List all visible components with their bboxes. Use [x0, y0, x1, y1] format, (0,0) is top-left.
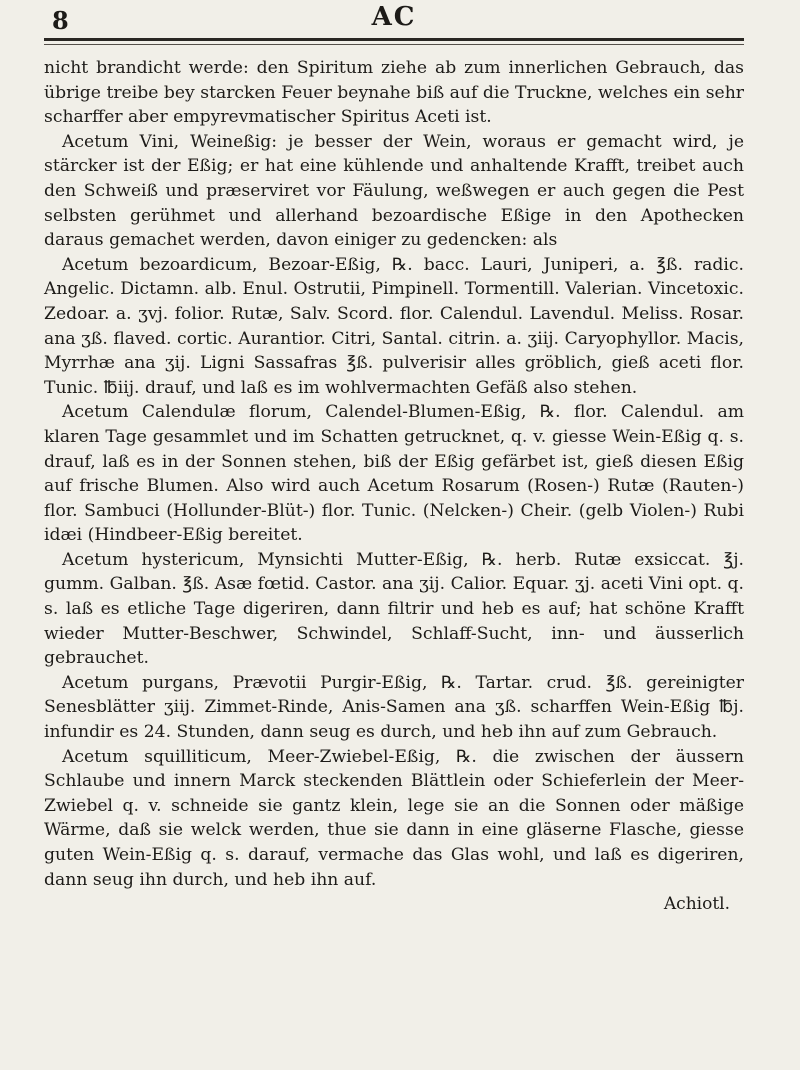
paragraph-acetum-squilliticum: Acetum squilliticum, Meer-Zwiebel-Eßig, ℞. die zwischen der äussern Schlaube und innern Marck steckenden Blättlein oder Schieferlein der Meer-Zwiebel q. v. schneide sie gantz klein, lege sie an die Sonnen oder mäßige Wärme, daß sie welck werden, thue sie dann in eine gläserne Flasche, giesse guten Wein-Eßig q. s. darauf, vermache das Glas wohl, und laß es digeriren, dann seug ihn durch, und heb ihn auf.	[44, 746, 744, 890]
page-header	[44, 0, 744, 42]
paragraph-spiritus-aceti: nicht brandicht werde: den Spiritum ziehe ab zum innerlichen Gebrauch, das übrige treibe bey starcken Feuer beynahe biß auf die Truckne, welches ein sehr scharffer aber empyrevmatischer Spiritus Aceti ist.	[44, 58, 744, 128]
paragraph-acetum-purgans: Acetum purgans, Prævotii Purgir-Eßig, ℞. Tartar. crud. ℥ß. gereinigter Senesblätter ʒiij. Zimmet-Rinde, Anis-Samen ana ʒß. scharffen Wein-Eßig ℔j. infundir es 24. Stunden, dann seug es durch, und heb ihn auf zum Gebrauch.	[44, 672, 744, 743]
body-text	[44, 56, 744, 892]
header-rule-thin	[44, 44, 744, 45]
header-rule	[44, 38, 744, 41]
paragraph-acetum-vini: Acetum Vini, Weineßig: je besser der Wein, woraus er gemacht wird, je stärcker ist der Eßig; er hat eine kühlende und anhaltende Krafft, treibet auch den Schweiß und præserviret vor Fäulung, weßwegen er auch gegen die Pest selbsten gerühmet und allerhand bezoardische Eßige in den Apothecken daraus gemachet werden, davon einiger zu gedencken: als	[44, 131, 744, 251]
page-number: 8	[52, 6, 69, 35]
catchword: Achiotl.	[663, 894, 730, 915]
paragraph-acetum-bezoardicum: Acetum bezoardicum, Bezoar-Eßig, ℞. bacc. Lauri, Juniperi, a. ℥ß. radic. Angelic. Dictamn. alb. Enul. Ostrutii, Pimpinell. Tormentill. Valerian. Vincetoxic. Zedoar. a. ʒvj. folior. Rutæ, Salv. Scord. flor. Calendul. Lavendul. Meliss. Rosar. ana ʒß. flaved. cortic. Aurantior. Citri, Santal. citrin. a. ʒiij. Caryophyllor. Macis, Myrrhæ ana ʒij. Ligni Sassafras ℥ß. pulverisir alles gröblich, gieß aceti flor. Tunic. ℔iij. drauf, und laß es im wohlvermachten Gefäß also stehen.	[44, 254, 744, 398]
paragraph-acetum-hystericum: Acetum hystericum, Mynsichti Mutter-Eßig, ℞. herb. Rutæ exsiccat. ℥j. gumm. Galban. ℥ß. Asæ fœtid. Castor. ana ʒij. Calior. Equar. ʒj. aceti Vini opt. q. s. laß es etliche Tage digeriren, dann filtrir und heb es auf; hat schöne Krafft wieder Mutter-Beschwer, Schwindel, Schlaff-Sucht, inn- und äusserlich gebrauchet.	[44, 549, 744, 669]
running-head: AC	[371, 2, 417, 32]
paragraph-acetum-calendulae: Acetum Calendulæ florum, Calendel-Blumen-Eßig, ℞. flor. Calendul. am klaren Tage gesammlet und im Schatten getrucknet, q. v. giesse Wein-Eßig q. s. drauf, laß es in der Sonnen stehen, biß der Eßig gefärbet ist, gieß diesen Eßig auf frische Blumen. Also wird auch Acetum Rosarum (Rosen-) Rutæ (Rauten-) flor. Sambuci (Hollunder-Blüt-) flor. Tunic. (Nelcken-) Cheir. (gelb Violen-) Rubi idæi (Hindbeer-Eßig bereitet.	[44, 402, 744, 546]
